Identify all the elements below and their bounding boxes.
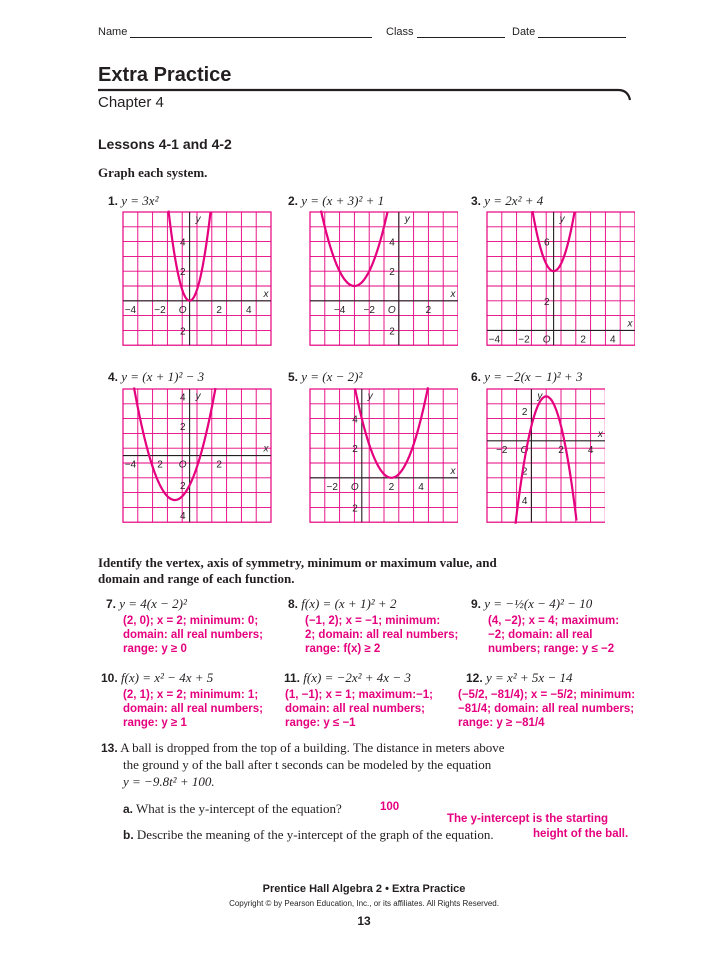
answer-13b-line-1: The y-intercept is the starting [447, 813, 609, 825]
answer-9: (4, −2); x = 4; maximum: −2; domain: all real numbers; range: y ≤ −2 [488, 615, 620, 655]
y-tick-label: 4 [521, 496, 528, 507]
x-tick-label: 2 [157, 459, 163, 471]
y-tick-label: 4 [180, 510, 186, 522]
y-axis-label: y [559, 214, 565, 225]
x-tick-label: −2 [154, 304, 166, 316]
graph-problem-1 [108, 193, 158, 209]
problem-number: 5. [288, 370, 299, 384]
y-tick-label: 2 [352, 444, 358, 456]
problem-equation: y = (x + 1)² − 3 [121, 369, 205, 384]
problem-13-text-1: A ball is dropped from the top of a building. The distance in meters above [120, 740, 505, 755]
graph-5 [308, 387, 458, 527]
y-tick-label: 2 [521, 407, 528, 419]
identify-instruction-2: domain and range of each function. [98, 571, 295, 586]
page-number: 13 [357, 914, 371, 928]
problem-number: 6. [471, 370, 482, 384]
answer-12: (−5/2, −81/4); x = −5/2; minimum: −81/4; domain: all real numbers; range: y ≥ −81/4 [458, 689, 636, 729]
origin-label: O [178, 304, 187, 316]
footer-title: Prentice Hall Algebra 2 • Extra Practice [262, 883, 466, 895]
answer-10: (2, 1); x = 2; minimum: 1; domain: all real numbers; range: y ≥ 1 [123, 689, 263, 729]
graph-problem-3 [471, 193, 543, 209]
problem-number: 3. [471, 194, 482, 208]
problem-equation: f(x) = (x + 1)² + 2 [301, 596, 397, 611]
x-axis-label: x [263, 288, 269, 300]
y-tick-label: 2 [180, 326, 186, 338]
y-axis-label: y [195, 214, 201, 225]
problem-11 [284, 670, 411, 686]
problem-number: 9. [471, 597, 482, 611]
x-axis-label: x [597, 428, 603, 440]
y-tick-label: 2 [352, 503, 358, 515]
x-tick-label: −4 [124, 304, 137, 316]
problem-number: 13. [101, 741, 118, 755]
origin-label: O [520, 444, 529, 456]
problem-equation: y = 3x² [121, 193, 159, 208]
x-tick-label: 2 [216, 459, 222, 471]
x-tick-label: −2 [363, 304, 375, 316]
y-tick-label: 2 [389, 267, 395, 279]
x-tick-label: 2 [558, 444, 564, 456]
identify-instruction-1: Identify the vertex, axis of symmetry, minimum or maximum value, and [98, 555, 497, 570]
x-axis-label: x [450, 288, 456, 300]
answer-8: (−1, 2); x = −1; minimum: 2; domain: all real numbers; range: f(x) ≥ 2 [305, 615, 459, 655]
chapter-label: Chapter 4 [98, 94, 164, 111]
problem-equation: f(x) = −2x² + 4x − 3 [303, 670, 411, 685]
x-axis-label: x [450, 465, 456, 477]
y-tick-label: 6 [544, 237, 550, 249]
lessons-heading: Lessons 4-1 and 4-2 [98, 136, 232, 152]
origin-label: O [542, 334, 551, 346]
problem-equation: y = (x + 3)² + 1 [301, 193, 385, 208]
graph-6 [485, 387, 605, 527]
graph-3 [485, 210, 635, 350]
x-tick-label: −4 [124, 459, 137, 471]
x-tick-label: −2 [518, 334, 530, 346]
problem-10 [101, 670, 213, 686]
y-axis-label: y [404, 214, 410, 225]
x-tick-label: 4 [418, 481, 424, 493]
graph-1 [121, 210, 273, 350]
part-label: a. [123, 802, 134, 816]
y-tick-label: 2 [521, 466, 528, 478]
y-tick-label: 2 [180, 481, 186, 493]
problem-13b [123, 827, 494, 843]
y-tick-label: 2 [544, 296, 550, 308]
title-rule [98, 88, 634, 102]
problem-number: 7. [106, 597, 117, 611]
problem-equation: y = (x − 2)² [301, 369, 363, 384]
answer-13a: 100 [380, 801, 400, 813]
part-b-text: Describe the meaning of the y-intercept of the graph of the equation. [136, 827, 494, 842]
graph-problem-5 [288, 369, 362, 385]
problem-13a [123, 801, 342, 817]
problem-number: 1. [108, 194, 119, 208]
part-a-text: What is the y-intercept of the equation? [136, 801, 342, 816]
class-label: Class [386, 26, 414, 38]
x-tick-label: 4 [246, 304, 252, 316]
problem-equation: y = −½(x − 4)² − 10 [484, 596, 593, 611]
problem-equation: y = 4(x − 2)² [119, 596, 187, 611]
part-label: b. [123, 828, 134, 842]
problem-number: 4. [108, 370, 119, 384]
class-line [417, 26, 505, 38]
problem-number: 11. [284, 671, 301, 685]
x-axis-label: x [627, 318, 633, 330]
problem-number: 12. [466, 671, 483, 685]
y-axis-label: y [367, 391, 373, 402]
y-tick-label: 4 [180, 237, 186, 249]
problem-equation: f(x) = x² − 4x + 5 [120, 670, 214, 685]
date-line [538, 26, 626, 38]
graph-problem-2 [288, 193, 384, 209]
problem-12 [466, 670, 572, 686]
answer-13b-line-2: height of the ball. [533, 828, 629, 840]
problem-number: 8. [288, 597, 299, 611]
x-tick-label: 2 [388, 481, 395, 493]
origin-label: O [178, 459, 187, 471]
x-tick-label: −2 [326, 481, 338, 493]
problem-13-equation: y = −9.8t² + 100. [123, 774, 215, 789]
problem-equation: y = 2x² + 4 [484, 193, 544, 208]
x-tick-label: 2 [580, 334, 586, 346]
graph-instruction: Graph each system. [98, 165, 208, 180]
x-tick-label: 4 [587, 444, 594, 456]
page-title: Extra Practice [98, 64, 232, 86]
y-axis-label: y [195, 391, 201, 402]
problem-13-text-2: the ground y of the ball after t seconds can be modeled by the equation [123, 757, 492, 772]
y-tick-label: 2 [180, 422, 186, 433]
x-tick-label: 2 [425, 304, 432, 316]
name-label: Name [98, 26, 128, 38]
problem-8 [288, 596, 396, 612]
y-tick-label: 4 [180, 392, 186, 404]
problem-equation: y = −2(x − 1)² + 3 [484, 369, 583, 384]
graph-2 [308, 210, 458, 350]
x-tick-label: 4 [610, 334, 616, 346]
y-tick-label: 4 [389, 237, 395, 249]
x-tick-label: −4 [333, 304, 346, 316]
y-tick-label: 2 [180, 267, 186, 279]
footer-copyright: Copyright © by Pearson Education, Inc., or its affiliates. All Rights Reserved. [229, 899, 499, 908]
answer-7: (2, 0); x = 2; minimum: 0; domain: all real numbers; range: y ≥ 0 [123, 615, 263, 655]
problem-9 [471, 596, 592, 612]
graph-problem-4 [108, 369, 204, 385]
problem-number: 10. [101, 671, 118, 685]
origin-label: O [350, 481, 359, 493]
problem-number: 2. [288, 194, 299, 208]
x-axis-label: x [263, 443, 269, 455]
problem-7 [106, 596, 187, 612]
problem-equation: y = x² + 5x − 14 [485, 670, 573, 685]
name-line [130, 26, 372, 38]
x-tick-label: −4 [488, 334, 501, 346]
name-field [98, 26, 372, 38]
y-axis-label: y [537, 391, 543, 402]
graph-problem-6 [471, 369, 582, 385]
problem-13 [101, 740, 505, 756]
answer-11: (1, −1); x = 1; maximum:−1; domain: all real numbers; range: y ≤ −1 [285, 689, 433, 729]
date-field [512, 26, 626, 38]
x-tick-label: −2 [496, 444, 508, 456]
origin-label: O [387, 304, 396, 316]
graph-4 [121, 387, 273, 527]
class-field [386, 26, 505, 38]
date-label: Date [512, 26, 536, 38]
x-tick-label: 2 [216, 304, 222, 316]
y-tick-label: 4 [352, 414, 358, 426]
y-tick-label: 2 [389, 326, 395, 338]
